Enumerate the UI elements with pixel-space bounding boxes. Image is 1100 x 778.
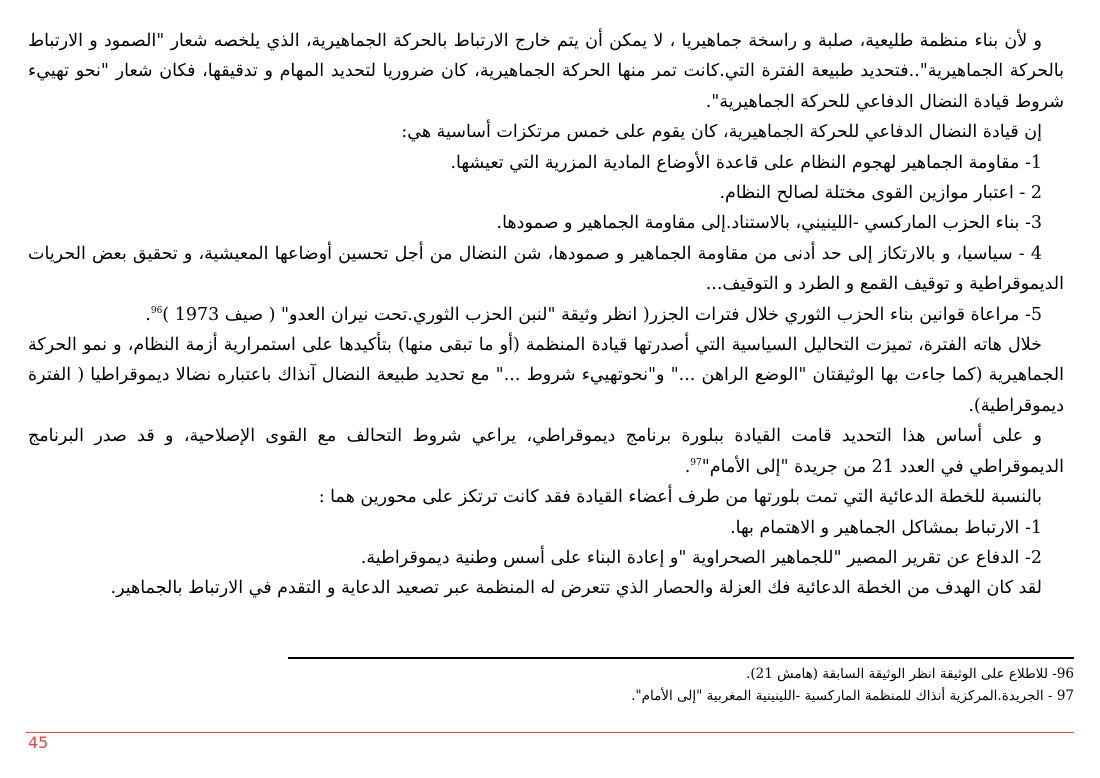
page-footer-rule: [26, 732, 1074, 733]
footnote-ref-96[interactable]: 96: [150, 305, 163, 316]
page-number: 45: [28, 733, 49, 752]
footnote-separator: [288, 657, 1074, 659]
footnote-96: 96- للاطلاع على الوثيقة انظر الوثيقة السابقة (هامش 21).: [746, 666, 1074, 682]
paragraph: لقد كان الهدف من الخطة الدعائية فك العزلة والحصار الذي تتعرض له المنظمة عبر تصعيد الدعاية و التقدم في الارتباط بالجماهير.: [110, 578, 1042, 599]
body-text: [28, 26, 1064, 604]
paragraph: و لأن بناء منظمة طليعية، صلبة و راسخة جماهيريا ، لا يمكن أن يتم خارج الارتباط بالحركة الجماهيرية، الذي يلخصه شعار "الصمود و الارتباط بالحركة الجماهيرية"..فتحديد طبيعة الفترة التي.كانت تمر منها الحركة الجماهيرية، كان ضروريا لتحديد المهام و تدقيقها، فكان شعار "نحو تهييء شروط قيادة النضال الدفاعي للحركة الجماهيرية".: [28, 31, 1064, 112]
paragraph: إن قيادة النضال الدفاعي للحركة الجماهيرية، كان يقوم على خمس مرتكزات أساسية هي:: [401, 122, 1042, 143]
list-item: 5- مراعاة قوانين بناء الحزب الثوري خلال فترات الجزر( انظر وثيقة "لنبن الحزب الثوري.تحت نيران العدو" ( صيف 1973 )$^{96}$.: [145, 304, 1042, 325]
footnotes: [28, 663, 1074, 707]
list-item: 2 - اعتبار موازين القوى مختلة لصالح النظام.: [719, 183, 1042, 204]
list-item: 4 - سياسيا، و بالارتكاز إلى حد أدنى من مقاومة الجماهير و صمودها، شن النضال من أجل تحسين أوضاعها المعيشية، و تحقيق بعض الحريات الديموقراطية و توقيف القمع و الطرد و التوقيف...: [28, 243, 1064, 295]
paragraph: و على أساس هذا التحديد قامت القيادة ببلورة برنامج ديموقراطي، يراعي شروط التحالف مع القوى الإصلاحية، و قد صدر البرنامج الديموقراطي في العدد 21 من جريدة "إلى الأمام"$^{97}$.: [28, 426, 1064, 477]
paragraph: خلال هاته الفترة، تميزت التحاليل السياسية التي أصدرتها قيادة المنظمة (أو ما تبقى منها) بتأكيدها على استمرارية أزمة النظام، و نمو الحركة الجماهيرية (كما جاءت بها الوثيقتان "الوضع الراهن ..." و"نحوتهييء شروط ..." مع تحديد طبيعة النضال آنذاك باعتباره نضالا ديموقراطيا ( الفترة ديموقراطية).: [28, 335, 1064, 416]
footnote-97: 97 - الجريدة.المركزية أنذاك للمنظمة الماركسية -اللينينية المغربية "إلى الأمام".: [631, 688, 1074, 704]
list-item: 1- مقاومة الجماهير لهجوم النظام على قاعدة الأوضاع المادية المزرية التي تعيشها.: [450, 152, 1042, 173]
list-item: 1- الارتباط بمشاكل الجماهير و الاهتمام بها.: [730, 517, 1042, 538]
footnote-ref-97[interactable]: 97: [690, 457, 702, 468]
list-item: 2- الدفاع عن تقرير المصير "للجماهير الصحراوية "و إعادة البناء على أسس وطنية ديموقراطية.: [360, 547, 1042, 568]
paragraph: بالنسبة للخطة الدعائية التي تمت بلورتها من طرف أعضاء القيادة فقد كانت ترتكز على محورين هما :: [318, 487, 1042, 508]
list-item: 3- بناء الحزب الماركسي -اللينيني، بالاستناد.إلى مقاومة الجماهير و صمودها.: [496, 213, 1042, 234]
